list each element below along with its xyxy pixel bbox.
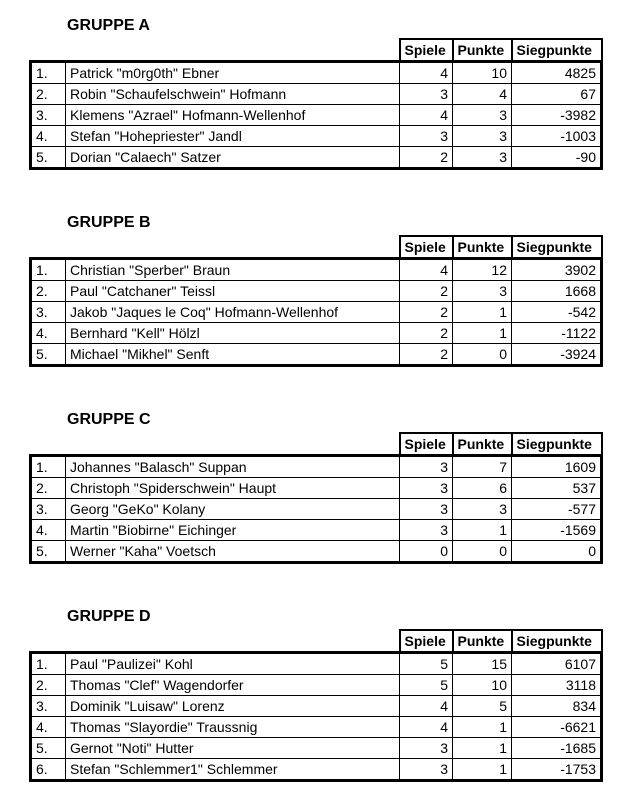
- table-header-row: [31, 236, 602, 259]
- header-spiele: Spiele: [400, 630, 453, 653]
- spiele-cell: 2: [400, 344, 453, 366]
- spiele-cell: 2: [400, 281, 453, 302]
- punkte-cell: 5: [453, 696, 512, 717]
- table-row: [31, 520, 602, 541]
- spiele-cell: 3: [400, 738, 453, 759]
- punkte-cell: 7: [453, 456, 512, 478]
- rank-cell: 5.: [31, 344, 66, 366]
- table-row: [31, 62, 602, 84]
- header-punkte: Punkte: [453, 630, 512, 653]
- player-name-cell: Paul "Catchaner" Teissl: [66, 281, 400, 302]
- siegpunkte-cell: -542: [512, 302, 602, 323]
- header-punkte: Punkte: [453, 433, 512, 456]
- table-row: [31, 478, 602, 499]
- player-name-cell: Christoph "Spiderschwein" Haupt: [66, 478, 400, 499]
- siegpunkte-cell: -1003: [512, 126, 602, 147]
- header-spiele: Spiele: [400, 236, 453, 259]
- punkte-cell: 3: [453, 281, 512, 302]
- rank-cell: 5.: [31, 147, 66, 169]
- player-name-cell: Bernhard "Kell" Hölzl: [66, 323, 400, 344]
- table-row: [31, 84, 602, 105]
- punkte-cell: 12: [453, 259, 512, 281]
- player-name-cell: Georg "GeKo" Kolany: [66, 499, 400, 520]
- table-row: [31, 105, 602, 126]
- punkte-cell: 10: [453, 675, 512, 696]
- header-siegpunkte: Siegpunkte: [512, 433, 602, 456]
- table-row: [31, 302, 602, 323]
- table-header-row: [31, 433, 602, 456]
- punkte-cell: 3: [453, 105, 512, 126]
- siegpunkte-cell: 4825: [512, 62, 602, 84]
- spiele-cell: 4: [400, 105, 453, 126]
- table-row: [31, 499, 602, 520]
- rank-cell: 2.: [31, 84, 66, 105]
- spiele-cell: 4: [400, 62, 453, 84]
- punkte-cell: 3: [453, 499, 512, 520]
- rank-cell: 3.: [31, 696, 66, 717]
- table-row: [31, 456, 602, 478]
- siegpunkte-cell: 834: [512, 696, 602, 717]
- spiele-cell: 3: [400, 759, 453, 781]
- player-name-cell: Thomas "Slayordie" Traussnig: [66, 717, 400, 738]
- spiele-cell: 3: [400, 499, 453, 520]
- siegpunkte-cell: -1569: [512, 520, 602, 541]
- header-punkte: Punkte: [453, 39, 512, 62]
- header-blank-cell: [66, 236, 400, 259]
- player-name-cell: Dorian "Calaech" Satzer: [66, 147, 400, 169]
- player-name-cell: Paul "Paulizei" Kohl: [66, 653, 400, 675]
- siegpunkte-cell: 1609: [512, 456, 602, 478]
- player-name-cell: Patrick "m0rg0th" Ebner: [66, 62, 400, 84]
- table-row: [31, 738, 602, 759]
- player-name-cell: Klemens "Azrael" Hofmann-Wellenhof: [66, 105, 400, 126]
- spiele-cell: 3: [400, 478, 453, 499]
- header-punkte: Punkte: [453, 236, 512, 259]
- punkte-cell: 3: [453, 147, 512, 169]
- punkte-cell: 1: [453, 323, 512, 344]
- standings-table: [29, 235, 603, 367]
- rank-cell: 4.: [31, 717, 66, 738]
- rank-cell: 4.: [31, 126, 66, 147]
- spiele-cell: 5: [400, 675, 453, 696]
- siegpunkte-cell: -1753: [512, 759, 602, 781]
- player-name-cell: Jakob "Jaques le Coq" Hofmann-Wellenhof: [66, 302, 400, 323]
- rank-cell: 5.: [31, 541, 66, 563]
- siegpunkte-cell: -90: [512, 147, 602, 169]
- punkte-cell: 1: [453, 717, 512, 738]
- punkte-cell: 4: [453, 84, 512, 105]
- siegpunkte-cell: 6107: [512, 653, 602, 675]
- table-row: [31, 281, 602, 302]
- standings-table: [29, 38, 603, 170]
- siegpunkte-cell: 537: [512, 478, 602, 499]
- player-name-cell: Martin "Biobirne" Eichinger: [66, 520, 400, 541]
- siegpunkte-cell: -3982: [512, 105, 602, 126]
- header-siegpunkte: Siegpunkte: [512, 236, 602, 259]
- table-row: [31, 344, 602, 366]
- siegpunkte-cell: 1668: [512, 281, 602, 302]
- player-name-cell: Christian "Sperber" Braun: [66, 259, 400, 281]
- table-header-row: [31, 39, 602, 62]
- player-name-cell: Michael "Mikhel" Senft: [66, 344, 400, 366]
- rank-cell: 2.: [31, 478, 66, 499]
- rank-cell: 1.: [31, 653, 66, 675]
- rank-cell: 1.: [31, 62, 66, 84]
- punkte-cell: 1: [453, 738, 512, 759]
- table-row: [31, 323, 602, 344]
- header-blank-cell: [31, 39, 66, 62]
- header-siegpunkte: Siegpunkte: [512, 630, 602, 653]
- header-blank-cell: [66, 630, 400, 653]
- spiele-cell: 3: [400, 126, 453, 147]
- group-title: GRUPPE D: [67, 608, 151, 625]
- table-row: [31, 541, 602, 563]
- punkte-cell: 1: [453, 520, 512, 541]
- table-row: [31, 675, 602, 696]
- player-name-cell: Robin "Schaufelschwein" Hofmann: [66, 84, 400, 105]
- table-row: [31, 717, 602, 738]
- header-blank-cell: [66, 433, 400, 456]
- punkte-cell: 3: [453, 126, 512, 147]
- table-row: [31, 259, 602, 281]
- spiele-cell: 0: [400, 541, 453, 563]
- header-spiele: Spiele: [400, 433, 453, 456]
- rank-cell: 4.: [31, 520, 66, 541]
- rank-cell: 1.: [31, 456, 66, 478]
- player-name-cell: Stefan "Hohepriester" Jandl: [66, 126, 400, 147]
- rank-cell: 2.: [31, 675, 66, 696]
- rank-cell: 5.: [31, 738, 66, 759]
- siegpunkte-cell: -3924: [512, 344, 602, 366]
- siegpunkte-cell: 67: [512, 84, 602, 105]
- punkte-cell: 15: [453, 653, 512, 675]
- group-title: GRUPPE A: [67, 17, 150, 34]
- player-name-cell: Dominik "Luisaw" Lorenz: [66, 696, 400, 717]
- rank-cell: 1.: [31, 259, 66, 281]
- group-title: GRUPPE B: [67, 214, 151, 231]
- spiele-cell: 5: [400, 653, 453, 675]
- header-blank-cell: [66, 39, 400, 62]
- table-row: [31, 147, 602, 169]
- spiele-cell: 3: [400, 456, 453, 478]
- standings-table: [29, 629, 603, 782]
- header-blank-cell: [31, 433, 66, 456]
- spiele-cell: 4: [400, 259, 453, 281]
- table-row: [31, 653, 602, 675]
- header-siegpunkte: Siegpunkte: [512, 39, 602, 62]
- spiele-cell: 4: [400, 696, 453, 717]
- player-name-cell: Thomas "Clef" Wagendorfer: [66, 675, 400, 696]
- siegpunkte-cell: -1122: [512, 323, 602, 344]
- siegpunkte-cell: 0: [512, 541, 602, 563]
- header-spiele: Spiele: [400, 39, 453, 62]
- siegpunkte-cell: -1685: [512, 738, 602, 759]
- table-row: [31, 759, 602, 781]
- punkte-cell: 6: [453, 478, 512, 499]
- siegpunkte-cell: 3118: [512, 675, 602, 696]
- punkte-cell: 0: [453, 541, 512, 563]
- rank-cell: 4.: [31, 323, 66, 344]
- siegpunkte-cell: -6621: [512, 717, 602, 738]
- siegpunkte-cell: 3902: [512, 259, 602, 281]
- rank-cell: 3.: [31, 105, 66, 126]
- rank-cell: 6.: [31, 759, 66, 781]
- punkte-cell: 1: [453, 302, 512, 323]
- player-name-cell: Gernot "Noti" Hutter: [66, 738, 400, 759]
- spiele-cell: 2: [400, 323, 453, 344]
- rank-cell: 2.: [31, 281, 66, 302]
- spiele-cell: 4: [400, 717, 453, 738]
- header-blank-cell: [31, 236, 66, 259]
- player-name-cell: Stefan "Schlemmer1" Schlemmer: [66, 759, 400, 781]
- spiele-cell: 2: [400, 302, 453, 323]
- group-title: GRUPPE C: [67, 411, 151, 428]
- spiele-cell: 2: [400, 147, 453, 169]
- rank-cell: 3.: [31, 499, 66, 520]
- spiele-cell: 3: [400, 84, 453, 105]
- player-name-cell: Johannes "Balasch" Suppan: [66, 456, 400, 478]
- table-row: [31, 696, 602, 717]
- player-name-cell: Werner "Kaha" Voetsch: [66, 541, 400, 563]
- punkte-cell: 0: [453, 344, 512, 366]
- standings-table: [29, 432, 603, 564]
- siegpunkte-cell: -577: [512, 499, 602, 520]
- table-row: [31, 126, 602, 147]
- spiele-cell: 3: [400, 520, 453, 541]
- punkte-cell: 10: [453, 62, 512, 84]
- rank-cell: 3.: [31, 302, 66, 323]
- table-header-row: [31, 630, 602, 653]
- header-blank-cell: [31, 630, 66, 653]
- punkte-cell: 1: [453, 759, 512, 781]
